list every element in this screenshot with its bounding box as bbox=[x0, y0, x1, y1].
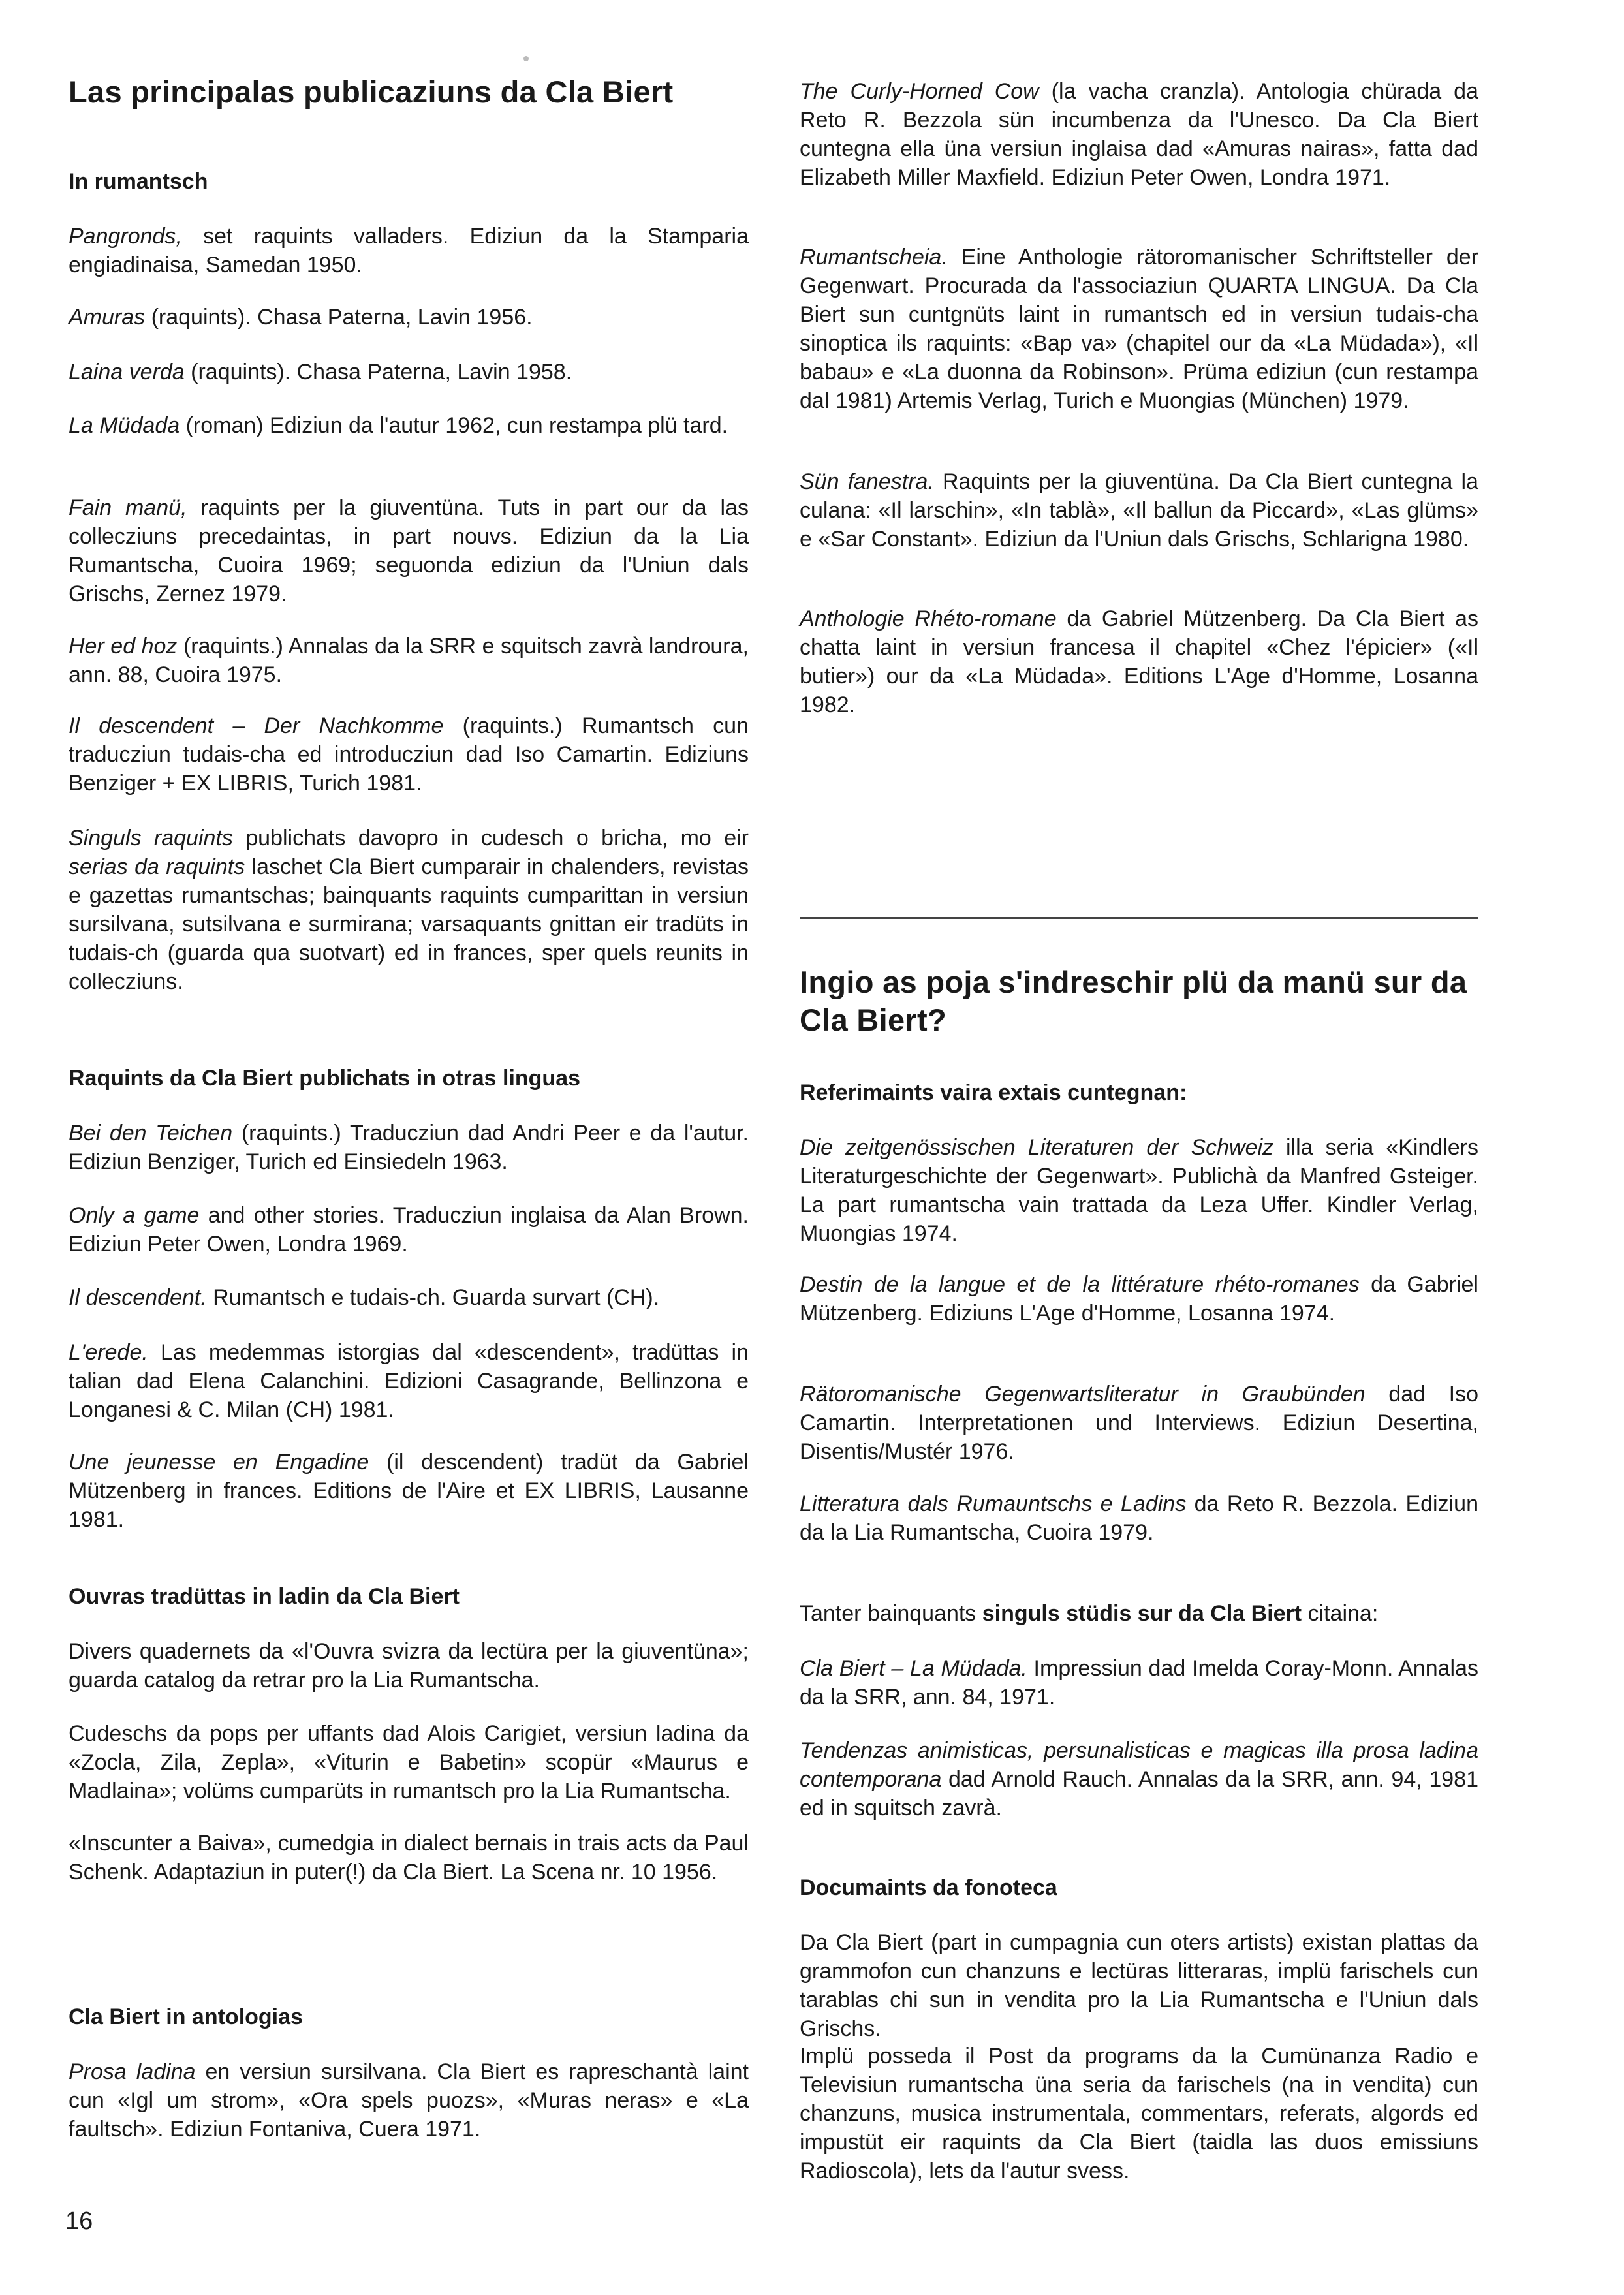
text-paragraph: Cudeschs da pops per uffants dad Alois Carigiet, versiun ladina da «Zocla, Zila, Zepla», «Viturin e Babetin» scopür «Maurus e Madlaina»; volüms cumparüts in rumantsch pro la Lia Rumantscha. bbox=[69, 1721, 749, 1803]
reference-entry: Rätoromanische Gegenwartsliteratur in Graubünden dad Iso Camartin. Interpretationen und Interviews. Ediziun Desertina, Disentis/Mustér 1976. bbox=[800, 1382, 1479, 1464]
publication-entry: Laina verda (raquints). Chasa Paterna, Lavin 1958. bbox=[69, 360, 572, 384]
publication-entry: Une jeunesse en Engadine (il descendent) tradüt da Gabriel Mützenberg in frances. Editions de l'Aire et EX LIBRIS, Lausanne 1981. bbox=[69, 1450, 749, 1532]
section-heading-rumantsch: In rumantsch bbox=[69, 169, 208, 194]
section-title-further-reading: Ingio as poja s'indreschir plü da manü sur da Cla Biert? bbox=[800, 965, 1467, 1037]
text-paragraph: Da Cla Biert (part in cumpagnia cun oters artists) existan plattas da grammofon cun chanzuns e lectüras litteraras, implü farischels cun tarablas chi sun in vendita pro la Lia Rumantscha e l'Uniun dals Grischs. bbox=[800, 1930, 1478, 2041]
publication-entry: The Curly-Horned Cow (la vacha cranzla). Antologia chürada da Reto R. Bezzola sün incumbenza da l'Unesco. Da Cla Biert cuntegna ella üna versiun inglaisa dad «Amuras nairas», fatta dad Elizabeth Miller Maxfield. Ediziun Peter Owen, Londra 1971. bbox=[800, 79, 1478, 190]
publication-entry: Pangronds, set raquints valladers. Ediziun da la Stamparia engiadinaisa, Samedan 1950. bbox=[69, 224, 749, 277]
publication-entry: Prosa ladina en versiun sursilvana. Cla Biert es rapreschantà laint cun «Igl um strom», «Ora spels puozs», «Muras neras» e «La faultsch». Ediziun Fontaniva, Cuera 1971. bbox=[69, 2059, 749, 2142]
publication-entry: Fain manü, raquints per la giuventüna. Tuts in part our da las collecziuns precedaintas, in part nouvs. Ediziun da la Lia Rumantscha, Cuoira 1969; seguonda ediziun da l'Uniun dals Grischs, Zernez 1979. bbox=[69, 495, 749, 606]
publication-entry: Il descendent. Rumantsch e tudais-ch. Guarda survart (CH). bbox=[69, 1285, 660, 1310]
text-paragraph: Divers quadernets da «l'Ouvra svizra da lectüra per la giuventüna»; guarda catalog da retrar pro la Lia Rumantscha. bbox=[69, 1639, 749, 1693]
text-paragraph: Implü posseda il Post da programs da la Cumünanza Radio e Televisiun rumantscha üna seria da farischels (na in vendita) cun chanzuns, musica instrumentala, commentars, referats, algords ed impustüt eir raquints da Cla Biert (taidla las duos emissiuns Radioscola), lets da l'autur svess. bbox=[800, 2044, 1478, 2183]
publication-entry: Il descendent – Der Nachkomme (raquints.) Rumantsch cun traducziun tudais-cha ed introducziun dad Iso Camartin. Ediziuns Benziger + EX LIBRIS, Turich 1981. bbox=[69, 713, 749, 796]
section-heading-referimaints: Referimaints vaira extais cuntegnan: bbox=[800, 1080, 1187, 1105]
text-paragraph: «Inscunter a Baiva», cumedgia in dialect bernais in trais acts da Paul Schenk. Adaptaziun in puter(!) da Cla Biert. La Scena nr. 10 1956. bbox=[69, 1831, 749, 1884]
reference-entry: Destin de la langue et de la littérature rhéto-romanes da Gabriel Mützenberg. Ediziuns L'Age d'Homme, Losanna 1974. bbox=[800, 1272, 1478, 1326]
reference-entry: Die zeitgenössischen Literaturen der Schweiz illa seria «Kindlers Literaturgeschichte der Gegenwart». Publichà da Manfred Gsteiger. La part rumantscha vain trattada da Leza Uffer. Kindler Verlag, Muongias 1974. bbox=[800, 1135, 1478, 1246]
publication-entry: L'erede. Las medemmas istorgias dal «descendent», tradüttas in talian dad Elena Calanchini. Edizioni Casagrande, Bellinzona e Longanesi & C. Milan (CH) 1981. bbox=[69, 1340, 749, 1422]
section-heading-antologias: Cla Biert in antologias bbox=[69, 2005, 303, 2029]
studis-intro: Tanter bainquants singuls stüdis sur da Cla Biert citaina: bbox=[800, 1601, 1379, 1626]
print-speck bbox=[523, 56, 529, 61]
study-entry: Tendenzas animisticas, persunalisticas e magicas illa prosa ladina contemporana dad Arnold Rauch. Annalas da la SRR, ann. 94, 1981 ed in squitsch zavrà. bbox=[800, 1738, 1478, 1820]
publication-entry: Bei den Teichen (raquints.) Traducziun dad Andri Peer e da l'autur. Ediziun Benziger, Turich ed Einsiedeln 1963. bbox=[69, 1121, 749, 1174]
publication-entry: Only a game and other stories. Traducziun inglaisa da Alan Brown. Ediziun Peter Owen, Londra 1969. bbox=[69, 1203, 749, 1257]
publication-entry: Her ed hoz (raquints.) Annalas da la SRR e squitsch zavrà landroura, ann. 88, Cuoira 1975. bbox=[69, 634, 749, 687]
section-heading-fonoteca: Documaints da fonoteca bbox=[800, 1875, 1057, 1900]
publication-entry: Anthologie Rhéto-romane da Gabriel Mützenberg. Da Cla Biert as chatta laint in versiun francesa il chapitel «Chez l'épicier» («Il butier») our da «La Müdada». Editions L'Age d'Homme, Losanna 1982. bbox=[800, 606, 1478, 717]
page-number: 16 bbox=[65, 2208, 93, 2235]
section-heading-otras-linguas: Raquints da Cla Biert publichats in otras linguas bbox=[69, 1066, 581, 1091]
publication-entry: Sün fanestra. Raquints per la giuventüna. Da Cla Biert cuntegna la culana: «Il larschin», «In tablà», «Il ballun da Piccard», «Las glüms» e «Sar Constant». Ediziun da l'Uniun dals Grischs, Schlarigna 1980. bbox=[800, 469, 1479, 552]
publication-entry: Rumantscheia. Eine Anthologie rätoromanischer Schriftsteller der Gegenwart. Procurada da l'associaziun QUARTA LINGUA. Da Cla Biert sun cuntgnüts laint in rumantsch ed in versiun tudais-cha sinoptica ils raquints: «Bap va» (chapitel our da «La Müdada»), «Il babau» e «La duonna da Robinson». Prüma ediziun (cun restampa dal 1981) Artemis Verlag, Turich e Muongias (München) 1979. bbox=[800, 245, 1478, 413]
section-heading-ouvras-traduttas: Ouvras tradüttas in ladin da Cla Biert bbox=[69, 1584, 460, 1609]
study-entry: Cla Biert – La Müdada. Impressiun dad Imelda Coray-Monn. Annalas da la SRR, ann. 84, 1971. bbox=[800, 1656, 1478, 1710]
publication-entry: La Müdada (roman) Ediziun da l'autur 1962, cun restampa plü tard. bbox=[69, 413, 728, 438]
singuls-paragraph: Singuls raquints publichats davopro in cudesch o bricha, mo eir serias da raquints laschet Cla Biert cumparair in chalenders, revistas e gazettas rumantschas; bainquants raquints cumparittan in versiun sursilvana, sutsilvana e surmirana; varsaquants gnittan eir tradüts in tudais-ch (guarda qua suotvart) ed in frances, sper quels reunits in collecziuns. bbox=[69, 826, 749, 994]
reference-entry: Litteratura dals Rumauntschs e Ladins da Reto R. Bezzola. Ediziun da la Lia Rumantscha, Cuoira 1979. bbox=[800, 1491, 1478, 1545]
page-title: Las principalas publicaziuns da Cla Biert bbox=[69, 74, 674, 109]
publication-entry: Amuras (raquints). Chasa Paterna, Lavin 1956. bbox=[69, 305, 533, 330]
section-divider bbox=[800, 917, 1478, 919]
